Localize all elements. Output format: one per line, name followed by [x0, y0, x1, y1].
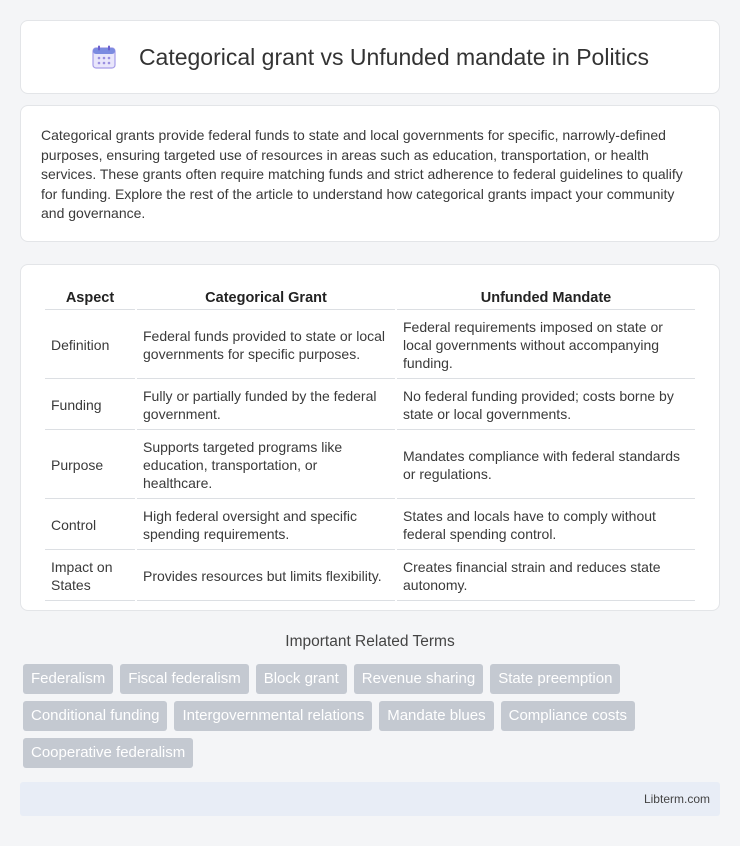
page-title: Categorical grant vs Unfunded mandate in Politics — [138, 43, 650, 70]
row-unfunded-mandate: Mandates compliance with federal standards or regulations. — [397, 432, 695, 499]
related-term-tag[interactable]: Mandate blues — [379, 701, 493, 731]
row-aspect: Funding — [45, 381, 135, 430]
related-terms-title: Important Related Terms — [285, 633, 455, 650]
related-term-tag[interactable]: Block grant — [256, 664, 347, 694]
related-term-tag[interactable]: Revenue sharing — [354, 664, 483, 694]
table-row — [45, 432, 695, 499]
row-aspect: Purpose — [45, 432, 135, 499]
related-term-tag[interactable]: Cooperative federalism — [23, 738, 193, 768]
row-categorical-grant: Fully or partially funded by the federal government. — [137, 381, 395, 430]
footer — [20, 782, 720, 816]
row-categorical-grant: Federal funds provided to state or local governments for specific purposes. — [137, 312, 395, 379]
row-unfunded-mandate: No federal funding provided; costs borne by state or local governments. — [397, 381, 695, 430]
title-card — [20, 20, 720, 94]
related-terms-list — [23, 664, 723, 768]
comparison-table — [43, 285, 697, 603]
row-aspect: Impact on States — [45, 552, 135, 601]
row-categorical-grant: High federal oversight and specific spending requirements. — [137, 501, 395, 550]
header-categorical-grant: Categorical Grant — [137, 287, 395, 310]
row-unfunded-mandate: States and locals have to comply without federal spending control. — [397, 501, 695, 550]
row-unfunded-mandate: Federal requirements imposed on state or local governments without accompanying funding. — [397, 312, 695, 379]
row-aspect: Control — [45, 501, 135, 550]
header-unfunded-mandate: Unfunded Mandate — [397, 287, 695, 310]
intro-card — [20, 105, 720, 242]
related-term-tag[interactable]: Compliance costs — [501, 701, 635, 731]
table-row — [45, 312, 695, 379]
table-row — [45, 552, 695, 601]
calendar-icon — [91, 44, 117, 70]
intro-paragraph: Categorical grants provide federal funds to state and local governments for specific, narrowly-defined purposes, ensuring targeted use of resources in areas such as education, transportation, or health services. These grants often require matching funds and strict adherence to federal guidelines to qualify for funding. Explore the rest of the article to understand how categorical grants impact your community and governance. — [41, 127, 683, 221]
related-term-tag[interactable]: Federalism — [23, 664, 113, 694]
table-row — [45, 501, 695, 550]
comparison-table-card — [20, 264, 720, 611]
related-term-tag[interactable]: Conditional funding — [23, 701, 167, 731]
table-header-row — [45, 287, 695, 310]
footer-site-link[interactable]: Libterm.com — [643, 792, 710, 806]
row-unfunded-mandate: Creates financial strain and reduces state autonomy. — [397, 552, 695, 601]
related-term-tag[interactable]: Fiscal federalism — [120, 664, 249, 694]
related-term-tag[interactable]: Intergovernmental relations — [174, 701, 372, 731]
related-term-tag[interactable]: State preemption — [490, 664, 620, 694]
header-aspect: Aspect — [45, 287, 135, 310]
row-categorical-grant: Provides resources but limits flexibility. — [137, 552, 395, 601]
row-aspect: Definition — [45, 312, 135, 379]
row-categorical-grant: Supports targeted programs like education, transportation, or healthcare. — [137, 432, 395, 499]
table-row — [45, 381, 695, 430]
